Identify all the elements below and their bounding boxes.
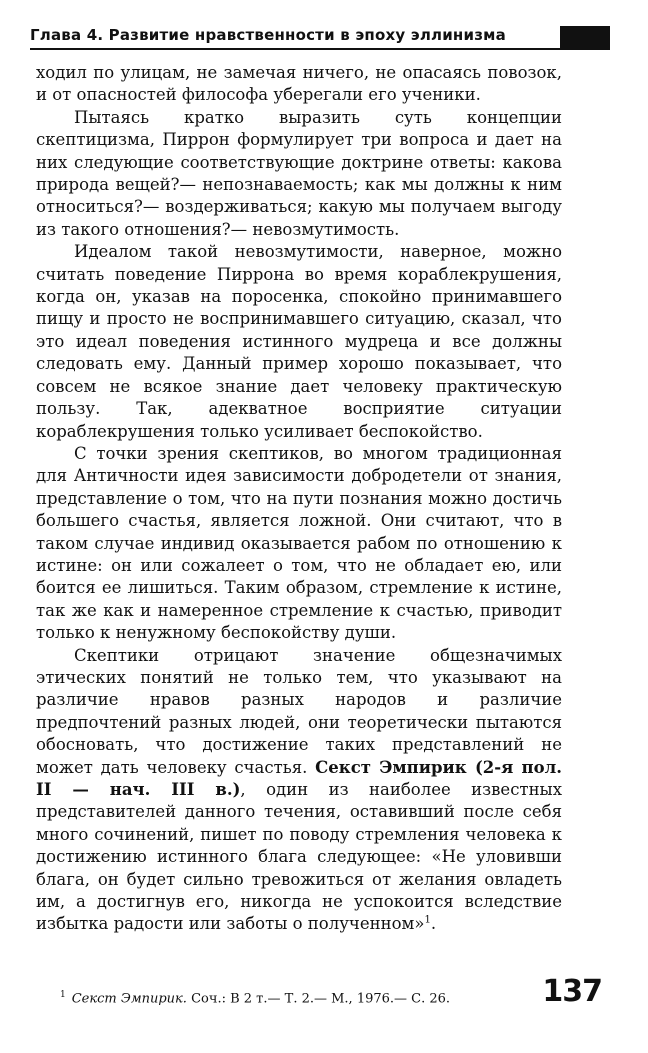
paragraph: Идеалом такой невозмутимости, наверное, можно считать поведение Пиррона во время кораблекрушения, когда он, указав на поросенка, спокойно принимавшего пищу и просто не воспринимавшего ситуацию, сказал, что это идеал поведения истинного мудреца и все должны следовать ему. Данный пример хорошо показывает, что совсем не всякое знание дает человеку практическую пользу. Так, адекватное восприятие ситуации кораблекрушения только усиливает беспокойство. xyxy=(36,242,562,441)
footnote-author: Секст Эмпирик. xyxy=(71,991,187,1007)
paragraph: С точки зрения скептиков, во многом традиционная для Античности идея зависимости добродетели от знания, представление о том, что на пути познания можно достичь большего счастья, является ложной. Они считают, что в таком случае индивид оказывается рабом по отношению к истине: он или сожалеет о том, что не обладает ею, или боится ее лишиться. Таким образом, стремление к истине, так же как и намеренное стремление к счастью, приводит только к ненужному беспокойству души. xyxy=(36,443,562,643)
footnote-reference[interactable]: 1 xyxy=(424,914,431,926)
body-text xyxy=(36,62,562,936)
paragraph-continued: ходил по улицам, не замечая ничего, не опасаясь повозок, и от опасностей философа уберегали его ученики. xyxy=(36,63,562,105)
paragraph: Пытаясь кратко выразить суть концепции скептицизма, Пиррон формулирует три вопроса и дает на них следующие соответствующие доктрине ответы: какова природа вещей?— непознаваемость; как мы должны к ним относиться?— воздерживаться; какую мы получаем выгоду из такого отношения?— невозмутимость. xyxy=(36,107,562,239)
footnote-number: 1 xyxy=(60,990,66,1000)
header-rule xyxy=(30,48,610,50)
footnote xyxy=(60,990,530,1006)
paragraph-text: , один из наиболее известных представителей данного течения, оставивший после себя много сочинений, пишет по поводу стремления человека к достижению истинного блага следующее: «Не уловивши блага, он будет сильно тревожиться от желания овладеть им, а достигнув его, никогда не успокоится вследствие избытка радости или заботы о полученном» xyxy=(36,780,562,934)
paragraph-end: . xyxy=(430,914,437,934)
page-number: 137 xyxy=(542,974,602,1009)
chapter-title: Глава 4. Развитие нравственности в эпоху эллинизма xyxy=(30,26,506,44)
bold-name-sextus: Секст Эмпирик (2-я пол. II — нач. III в.) xyxy=(36,757,562,799)
paragraph-text: Скептики отрицают значение общезначимых этических понятий не только тем, что указывают на различие нравов разных народов и различие предпочтений разных людей, они теоретически пытаются обосновать, что достижение таких представлений не может дать человеку счастья. xyxy=(36,645,562,777)
paragraph-sextus xyxy=(36,645,562,936)
running-header xyxy=(30,24,610,50)
footnote-text: Соч.: В 2 т.— Т. 2.— М., 1976.— С. 26. xyxy=(186,991,451,1007)
header-black-block xyxy=(560,26,610,48)
